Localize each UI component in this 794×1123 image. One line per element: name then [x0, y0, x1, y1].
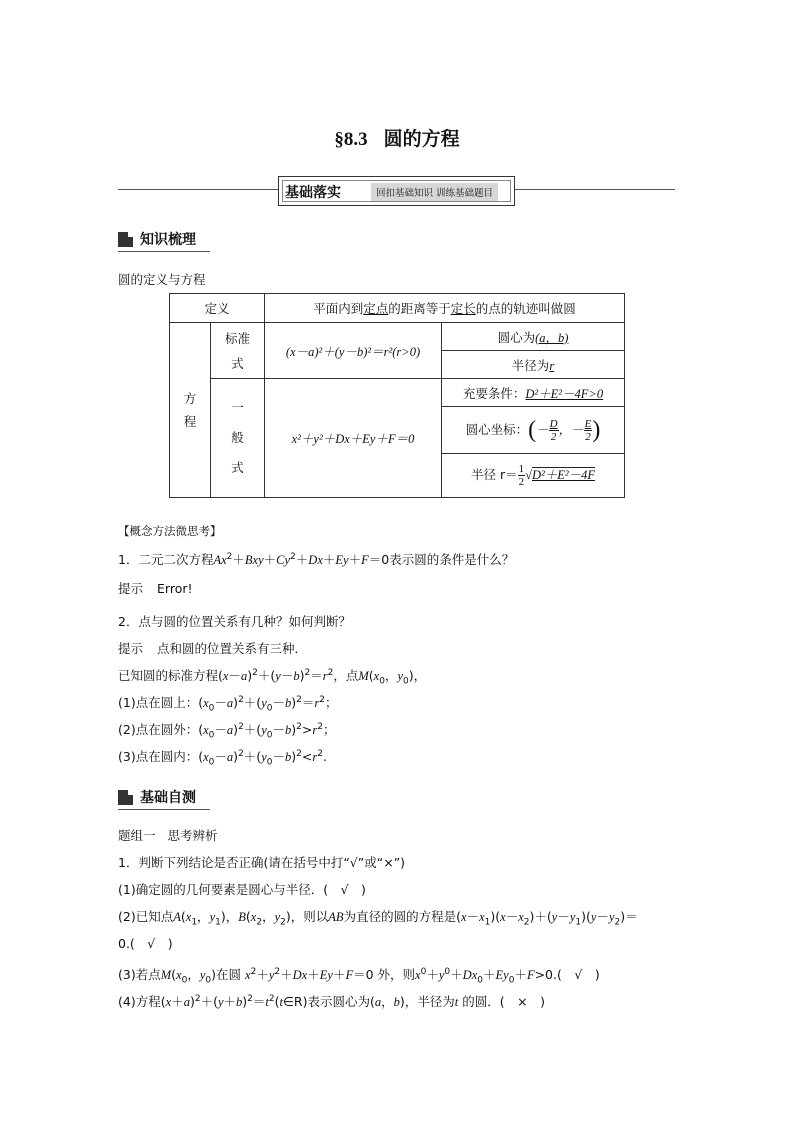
case-outside: (2)点在圆外：$(x_0-a)^2+(y_0-b)^2>r^2$；	[118, 721, 336, 741]
general-equation: x²＋y²＋Dx＋Ey＋F＝0	[265, 379, 442, 498]
banner-rule-right	[515, 189, 675, 190]
hint-2: 提示 点和圆的位置关系有三种．	[118, 641, 308, 656]
case-on: (1)点在圆上：$(x_0-a)^2+(y_0-b)^2=r^2$；	[118, 694, 338, 714]
standard-equation: (x－a)²＋(y－b)²＝r²(r>0)	[265, 323, 442, 379]
fixed-point: 定点	[363, 301, 389, 316]
judge-intro: 1．判断下列结论是否正确(请在括号中打“√”或“×”)	[118, 855, 406, 870]
section-heading-knowledge	[118, 229, 196, 249]
section-underline	[118, 251, 210, 252]
definition-label: 定义	[170, 294, 265, 323]
fixed-length: 定长	[450, 301, 476, 316]
general-radius-cell: 半径 r＝ $\frac{1}{2}$ √D²＋E²－4F	[442, 454, 625, 498]
known-circle: 已知圆的标准方程$(x-a)^2+(y-b)^2=r^2$，点$M(x_0$，$y_0$)，	[118, 667, 427, 687]
statement-2: (2)已知点$A(x_1$，$y_1$)，$B(x_2$，$y_2$)，则以AB为直径的圆的方程是$(x-x_1)(x-x_2)+(y-y_1)(y-y_2)=$	[118, 909, 638, 928]
standard-form-label: 标准 式	[211, 323, 265, 379]
section-number: §8.3	[334, 129, 368, 150]
case-inside: (3)点在圆内：$(x_0-a)^2+(y_0-b)^2<r^2$.	[118, 748, 327, 768]
center-cell: 圆心为(a，b)	[442, 323, 625, 351]
condition-value: D²＋E²－4F>0	[525, 386, 604, 401]
banner-rule-left	[118, 189, 278, 190]
statement-1: (1)确定圆的几何要素是圆心与半径．( √ )	[118, 882, 366, 897]
section-heading-selftest	[118, 787, 196, 807]
banner-sub: 回扣基础知识 训练基础题目	[371, 183, 498, 201]
radius-value: r	[549, 358, 555, 373]
group-heading: 题组一 思考辨析	[118, 828, 218, 843]
statement-4: (4)方程$(x+a)^2+(y+b)^2=t^2(t\in R)$表示圆心为(a，b)，半径为t 的圆．( × )	[118, 993, 545, 1009]
section-label: 知识梳理	[140, 232, 196, 248]
center-value: (a，b)	[535, 330, 569, 345]
page-title	[0, 124, 794, 151]
question-2: 2．点与圆的位置关系有几种？如何判断？	[118, 614, 351, 629]
general-form-label: 一 般 式	[211, 379, 265, 498]
section-title: 圆的方程	[383, 128, 460, 150]
definition-table	[169, 293, 625, 498]
think-header: 【概念方法微思考】	[118, 524, 222, 538]
condition-cell: 充要条件：D²＋E²－4F>0	[442, 379, 625, 407]
section-square-icon	[118, 232, 133, 247]
section-underline	[118, 809, 210, 810]
banner-main: 基础落实	[285, 185, 341, 201]
section-square-icon	[118, 790, 133, 805]
topic-heading: 圆的定义与方程	[118, 272, 206, 287]
question-1: 1．二元二次方程$Ax^2+Bxy+Cy^2+Dx+Ey+F=0$表示圆的条件是什么？	[118, 551, 515, 567]
section-label: 基础自测	[140, 790, 196, 806]
hint-1: 提示 Error!	[118, 581, 193, 596]
general-center-cell: 圆心坐标：(－ $\frac{D}{2}$ ，－ $\frac{E}{2}$ )	[442, 407, 625, 454]
statement-2-cont: 0.( √ )	[118, 936, 173, 951]
radius-cell: 半径为r	[442, 351, 625, 379]
definition-text: 平面内到定点的距离等于定长的点的轨迹叫做圆	[265, 294, 625, 323]
statement-3: (3)若点$M(x_0$，$y_0$)在圆 $x^2+y^2+Dx+Ey+F=0$ 外，则$x^0+y^0+Dx_0+Ey_0+F>0$.( √ )	[118, 966, 600, 986]
banner	[278, 176, 515, 206]
equation-label: 方 程	[170, 323, 211, 498]
